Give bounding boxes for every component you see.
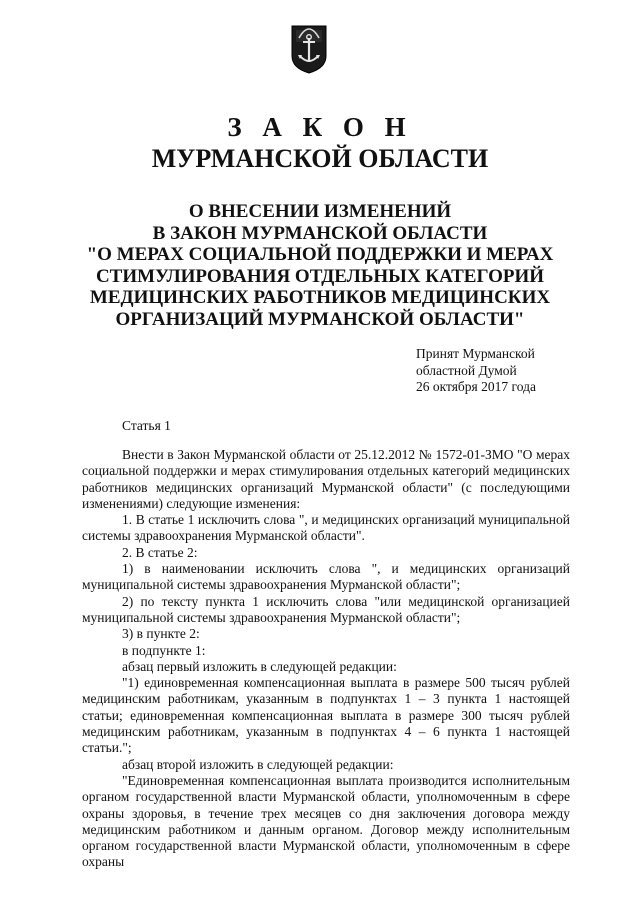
law-subtitle <box>60 201 580 331</box>
adoption-note <box>416 346 536 396</box>
adoption-line: Принят Мурманской <box>416 346 535 361</box>
body-paragraph: "1) единовременная компенсационная выплата в размере 500 тысяч рублей медицинским работникам, указанным в подпунктах 1 – 3 пункта 1 настоящей статьи; единовременная компенсационная выплата в размере 300 тысяч рублей медицинским работникам, указанным в подпунктах 4 – 6 пункта 1 настоящей статьи."; <box>82 675 570 756</box>
body-paragraph: Внести в Закон Мурманской области от 25.12.2012 № 1572-01-ЗМО "О мерах социальной поддержки и мерах стимулирования отдельных категорий медицинских работников медицинских организаций Мурманской области" (с последующими изменениями) следующие изменения: <box>82 447 570 511</box>
subtitle-line: ОРГАНИЗАЦИЙ МУРМАНСКОЙ ОБЛАСТИ" <box>115 308 525 330</box>
law-title: З А К О Н <box>227 112 413 142</box>
body-paragraph: 3) в пункте 2: <box>122 626 200 642</box>
article-heading: Статья 1 <box>122 418 171 433</box>
body-paragraph: 1) в наименовании исключить слова ", и медицинских организаций муниципальной системы здравоохранения Мурманской области"; <box>82 561 570 593</box>
body-paragraph: абзац второй изложить в следующей редакции: <box>122 756 394 772</box>
adoption-line: 26 октября 2017 года <box>416 379 536 394</box>
subtitle-line: О ВНЕСЕНИИ ИЗМЕНЕНИЙ <box>188 201 452 222</box>
law-body <box>82 447 570 871</box>
body-paragraph: абзац первый изложить в следующей редакции: <box>122 658 397 674</box>
region-title: МУРМАНСКОЙ ОБЛАСТИ <box>151 144 489 173</box>
body-paragraph: 1. В статье 1 исключить слова ", и медицинских организаций муниципальной системы здравоохранения Мурманской области". <box>82 512 570 544</box>
subtitle-line: В ЗАКОН МУРМАНСКОЙ ОБЛАСТИ <box>152 222 488 244</box>
body-paragraph: "Единовременная компенсационная выплата производится исполнительным органом государственной власти Мурманской области, уполномоченным в сфере охраны здоровья, в течение трех месяцев со дня заключения договора между медицинским работником и данным органом. Договор между исполнительным органом государственной власти Мурманской области, уполномоченным в сфере охраны <box>82 772 570 870</box>
body-paragraph: 2) по тексту пункта 1 исключить слова "или медицинской организацией муниципальной системы здравоохранения Мурманской области"; <box>82 593 570 625</box>
body-paragraph: в подпункте 1: <box>122 642 206 658</box>
subtitle-line: МЕДИЦИНСКИХ РАБОТНИКОВ МЕДИЦИНСКИХ <box>89 287 551 309</box>
subtitle-line: СТИМУЛИРОВАНИЯ ОТДЕЛЬНЫХ КАТЕГОРИЙ <box>95 265 545 287</box>
coat-of-arms-emblem <box>287 18 331 74</box>
adoption-line: областной Думой <box>416 362 517 378</box>
body-paragraph: 2. В статье 2: <box>122 544 198 560</box>
subtitle-line: "О МЕРАХ СОЦИАЛЬНОЙ ПОДДЕРЖКИ И МЕРАХ <box>86 244 554 266</box>
